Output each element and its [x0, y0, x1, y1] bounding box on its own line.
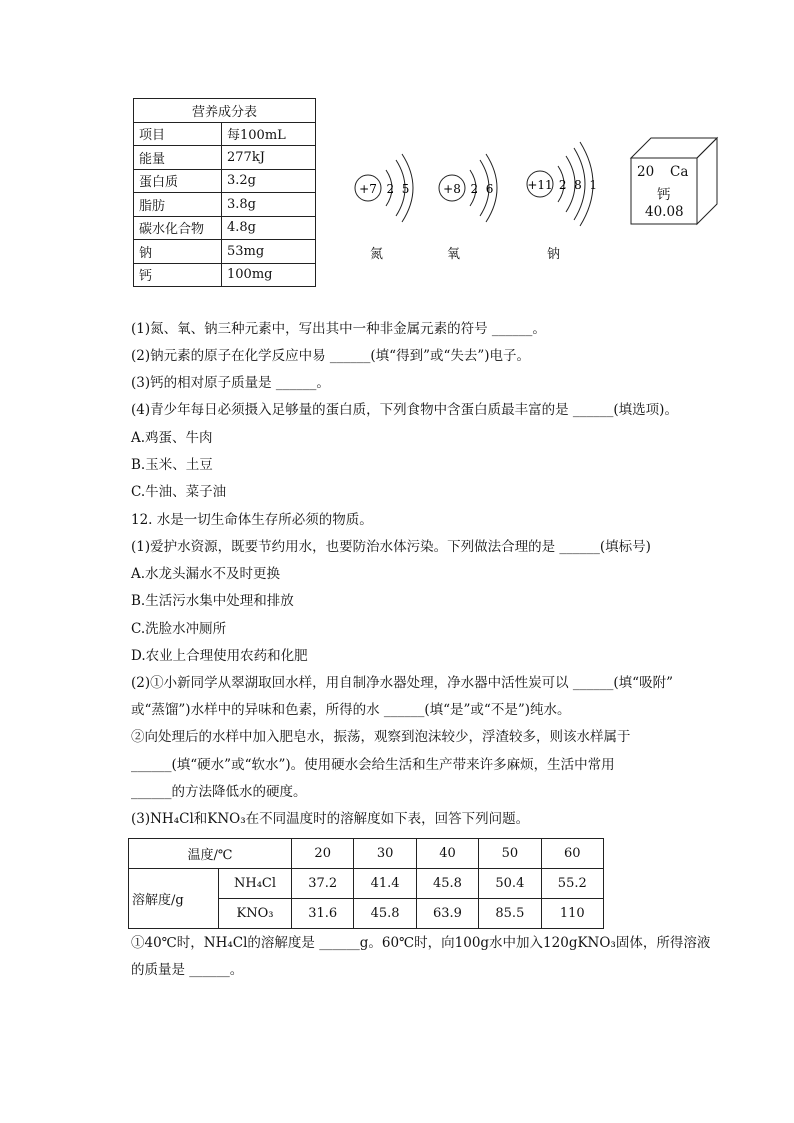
table-cell: 每100mL — [222, 122, 316, 146]
table-cell: KNO₃ — [219, 899, 292, 929]
table-cell: 85.5 — [479, 899, 541, 929]
table-header-cell: 30 — [354, 839, 416, 869]
table-header-cell: 温度/℃ — [129, 839, 292, 869]
table-cell: 碳水化合物 — [134, 216, 222, 240]
question-line: (2)钠元素的原子在化学反应中易 ______(填“得到”或“失去”)电子。 — [131, 348, 531, 364]
table-row — [134, 122, 316, 146]
table-header-cell: 20 — [292, 839, 354, 869]
table-header-cell: 60 — [541, 839, 603, 869]
table-cell: NH₄Cl — [219, 869, 292, 899]
question-line: (3)钙的相对原子质量是 ______。 — [131, 375, 330, 391]
electron-shells: 2 5 — [386, 182, 410, 196]
option-line: D.农业上合理使用农药和化肥 — [131, 648, 308, 664]
table-cell: 4.8g — [222, 216, 316, 240]
table-cell: 45.8 — [354, 899, 416, 929]
question-line: ______(填“硬水”或“软水”)。使用硬水会给生活和生产带来许多麻烦，生活中常用 — [131, 757, 615, 773]
question-line: ①40℃时，NH₄Cl的溶解度是 ______g。60℃时，向100g水中加入120gKNO₃固体，所得溶液 — [131, 935, 711, 951]
table-cell: 41.4 — [354, 869, 416, 899]
table-cell: 37.2 — [292, 869, 354, 899]
option-line: B.生活污水集中处理和排放 — [131, 593, 294, 609]
atom-name-nitrogen: 氮 — [370, 247, 384, 262]
question-line: (2)①小新同学从翠湖取回水样，用自制净水器处理，净水器中活性炭可以 ______(填“吸附” — [131, 675, 673, 691]
atom-name-oxygen: 氧 — [447, 247, 461, 262]
table-row — [134, 193, 316, 217]
table-cell: 项目 — [134, 122, 222, 146]
table-cell: 3.8g — [222, 193, 316, 217]
table-row — [129, 869, 604, 899]
sodium-atom-diagram — [527, 142, 597, 226]
question-line: (3)NH₄Cl和KNO₃在不同温度时的溶解度如下表，回答下列问题。 — [131, 811, 530, 827]
table-row-label: 溶解度/g — [129, 869, 219, 929]
table-header-cell: 50 — [479, 839, 541, 869]
table-row — [134, 146, 316, 170]
electron-shells: 2 6 — [470, 182, 494, 196]
table-cell: 53mg — [222, 240, 316, 264]
option-line: A.水龙头漏水不及时更换 — [131, 566, 281, 582]
question-line: (1)氮、氧、钠三种元素中，写出其中一种非金属元素的符号 ______。 — [131, 321, 546, 337]
table-cell: 110 — [541, 899, 603, 929]
option-line: C.牛油、菜子油 — [131, 484, 227, 500]
element-name: 钙 — [657, 187, 671, 203]
question-heading: 12. 水是一切生命体生存所必须的物质。 — [131, 512, 373, 528]
nitrogen-atom-diagram — [355, 154, 413, 222]
atom-name-sodium: 钠 — [547, 247, 561, 262]
question-line: (1)爱护水资源，既要节约用水，也要防治水体污染。下列做法合理的是 ______(填标号) — [131, 539, 651, 555]
table-row — [134, 263, 316, 287]
question-line: 或“蒸馏”)水样中的异味和色素，所得的水 ______(填“是”或“不是”)纯水。 — [131, 702, 571, 718]
nucleus-charge: +11 — [527, 178, 553, 192]
question-line: ②向处理后的水样中加入肥皂水，振荡，观察到泡沫较少，浮渣较多，则该水样属于 — [131, 729, 631, 745]
nucleus-charge: +8 — [443, 182, 461, 196]
table-cell: 钙 — [134, 263, 222, 287]
table-header-cell: 40 — [416, 839, 478, 869]
table-cell: 蛋白质 — [134, 169, 222, 193]
table-row — [134, 240, 316, 264]
question-line: ______的方法降低水的硬度。 — [131, 784, 307, 800]
nucleus-charge: +7 — [359, 182, 377, 196]
table-cell: 50.4 — [479, 869, 541, 899]
table-row — [134, 169, 316, 193]
oxygen-atom-diagram — [439, 154, 497, 222]
table-cell: 45.8 — [416, 869, 478, 899]
element-symbol: Ca — [670, 164, 689, 180]
table-cell: 100mg — [222, 263, 316, 287]
option-line: A.鸡蛋、牛肉 — [131, 430, 213, 446]
table-cell: 63.9 — [416, 899, 478, 929]
nutrition-table-title: 营养成分表 — [134, 99, 316, 123]
table-header-row — [129, 839, 604, 869]
table-row — [134, 216, 316, 240]
element-atomic-mass: 40.08 — [645, 204, 684, 220]
electron-shells: 2 8 1 — [558, 178, 598, 192]
atom-diagrams — [340, 140, 610, 230]
table-cell: 脂肪 — [134, 193, 222, 217]
table-cell: 能量 — [134, 146, 222, 170]
table-cell: 钠 — [134, 240, 222, 264]
question-line: (4)青少年每日必须摄入足够量的蛋白质，下列食物中含蛋白质最丰富的是 ______(填选项)。 — [131, 402, 678, 418]
nutrition-table — [133, 98, 316, 287]
table-cell: 31.6 — [292, 899, 354, 929]
question-line: 的质量是 ______。 — [131, 962, 244, 978]
solubility-table — [128, 838, 604, 929]
option-line: B.玉米、土豆 — [131, 457, 213, 473]
table-cell: 3.2g — [222, 169, 316, 193]
table-cell: 55.2 — [541, 869, 603, 899]
element-atomic-number: 20 — [637, 164, 655, 180]
option-line: C.洗脸水冲厕所 — [131, 621, 227, 637]
table-cell: 277kJ — [222, 146, 316, 170]
